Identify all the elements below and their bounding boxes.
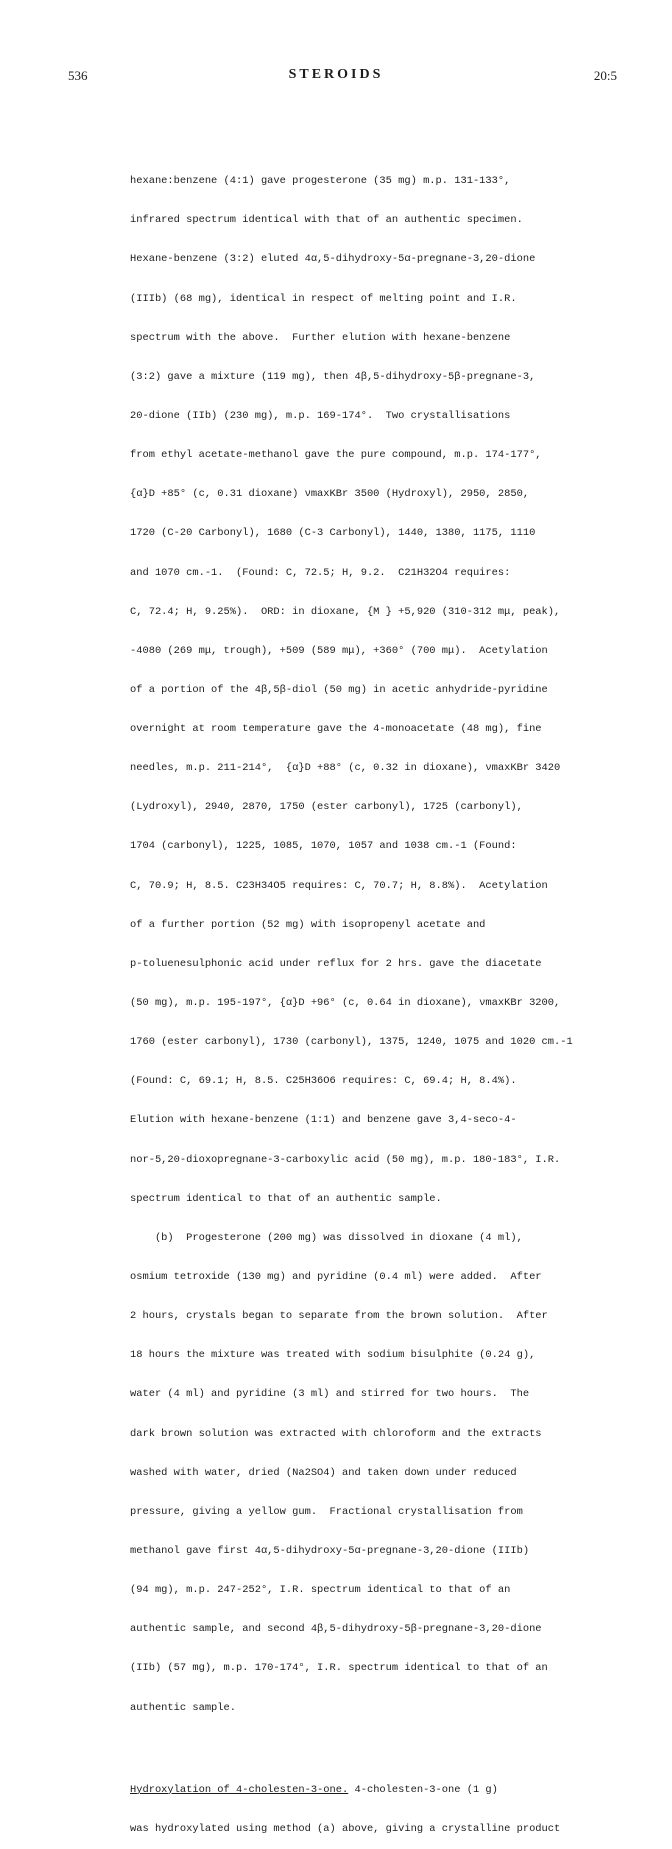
text-line: (Lydroxyl), 2940, 2870, 1750 (ester carbonyl), 1725 (carbonyl), bbox=[130, 801, 523, 814]
text-line: (IIb) (57 mg), m.p. 170-174°, I.R. spectrum identical to that of an bbox=[130, 1662, 548, 1675]
text-line: pressure, giving a yellow gum. Fractional crystallisation from bbox=[130, 1505, 523, 1518]
text-line: of a further portion (52 mg) with isopropenyl acetate and bbox=[130, 918, 486, 931]
text-line: spectrum identical to that of an authentic sample. bbox=[130, 1192, 442, 1205]
text-line: Hexane-benzene (3:2) eluted 4α,5-dihydroxy-5α-pregnane-3,20-dione bbox=[130, 253, 536, 266]
text-line: infrared spectrum identical with that of an authentic specimen. bbox=[130, 214, 523, 227]
text-line: 1704 (carbonyl), 1225, 1085, 1070, 1057 and 1038 cm.-1 (Found: bbox=[130, 840, 517, 853]
text-line: 2 hours, crystals began to separate from the brown solution. After bbox=[130, 1310, 548, 1323]
text-line: dark brown solution was extracted with chloroform and the extracts bbox=[130, 1427, 542, 1440]
text-line: authentic sample, and second 4β,5-dihydroxy-5β-pregnane-3,20-dione bbox=[130, 1623, 542, 1636]
text-line: (Found: C, 69.1; H, 8.5. C25H36O6 requires: C, 69.4; H, 8.4%). bbox=[130, 1075, 517, 1088]
text-line: 20-dione (IIb) (230 mg), m.p. 169-174°. Two crystallisations bbox=[130, 409, 511, 422]
text-line: {α}D +85° (c, 0.31 dioxane) νmaxKBr 3500 (Hydroxyl), 2950, 2850, bbox=[130, 488, 530, 501]
section-heading: Hydroxylation of 4-cholesten-3-one. bbox=[130, 1783, 349, 1796]
page-number: 536 bbox=[68, 68, 88, 83]
text-line: authentic sample. bbox=[130, 1701, 237, 1714]
section-first-line bbox=[130, 1784, 670, 1797]
text-line: overnight at room temperature gave the 4-monoacetate (48 mg), fine bbox=[130, 723, 542, 736]
text-line: Elution with hexane-benzene (1:1) and benzene gave 3,4-seco-4- bbox=[130, 1114, 517, 1127]
text-line: and 1070 cm.-1. (Found: C, 72.5; H, 9.2. C21H32O4 requires: bbox=[130, 566, 511, 579]
text-line: was hydroxylated using method (a) above, giving a crystalline product bbox=[130, 1822, 561, 1835]
body-text bbox=[130, 149, 670, 1849]
text-line: (50 mg), m.p. 195-197°, {α}D +96° (c, 0.64 in dioxane), νmaxKBr 3200, bbox=[130, 997, 561, 1010]
paragraph-gap bbox=[130, 1741, 670, 1758]
text-line: C, 72.4; H, 9.25%). ORD: in dioxane, {M } +5,920 (310-312 mμ, peak), bbox=[130, 605, 561, 618]
text-line: -4080 (269 mμ, trough), +509 (589 mμ), +360° (700 mμ). Acetylation bbox=[130, 644, 548, 657]
journal-title: STEROIDS bbox=[288, 67, 384, 82]
text-line: spectrum with the above. Further elution with hexane-benzene bbox=[130, 331, 511, 344]
text-line: (IIIb) (68 mg), identical in respect of melting point and I.R. bbox=[130, 292, 517, 305]
text-line: from ethyl acetate-methanol gave the pure compound, m.p. 174-177°, bbox=[130, 449, 542, 462]
text-line: 18 hours the mixture was treated with sodium bisulphite (0.24 g), bbox=[130, 1349, 536, 1362]
text-line: (b) Progesterone (200 mg) was dissolved in dioxane (4 ml), bbox=[130, 1231, 523, 1244]
text-line: needles, m.p. 211-214°, {α}D +88° (c, 0.32 in dioxane), νmaxKBr 3420 bbox=[130, 762, 561, 775]
text-line: 1760 (ester carbonyl), 1730 (carbonyl), 1375, 1240, 1075 and 1020 cm.-1 bbox=[130, 1036, 573, 1049]
text-line: C, 70.9; H, 8.5. C23H34O5 requires: C, 70.7; H, 8.8%). Acetylation bbox=[130, 879, 548, 892]
text-line: (3:2) gave a mixture (119 mg), then 4β,5-dihydroxy-5β-pregnane-3, bbox=[130, 370, 536, 383]
section-heading-continuation: 4-cholesten-3-one (1 g) bbox=[348, 1783, 498, 1796]
text-line: nor-5,20-dioxopregnane-3-carboxylic acid (50 mg), m.p. 180-183°, I.R. bbox=[130, 1153, 561, 1166]
text-line: methanol gave first 4α,5-dihydroxy-5α-pregnane-3,20-dione (IIIb) bbox=[130, 1545, 530, 1558]
running-header bbox=[0, 68, 672, 88]
text-line: (94 mg), m.p. 247-252°, I.R. spectrum identical to that of an bbox=[130, 1584, 511, 1597]
text-line: of a portion of the 4β,5β-diol (50 mg) in acetic anhydride-pyridine bbox=[130, 683, 548, 696]
text-line: osmium tetroxide (130 mg) and pyridine (0.4 ml) were added. After bbox=[130, 1271, 542, 1284]
issue-number: 20:5 bbox=[593, 68, 617, 83]
text-line: hexane:benzene (4:1) gave progesterone (35 mg) m.p. 131-133°, bbox=[130, 175, 511, 188]
text-line: washed with water, dried (Na2SO4) and taken down under reduced bbox=[130, 1466, 517, 1479]
text-line: water (4 ml) and pyridine (3 ml) and stirred for two hours. The bbox=[130, 1388, 530, 1401]
text-line: 1720 (C-20 Carbonyl), 1680 (C-3 Carbonyl), 1440, 1380, 1175, 1110 bbox=[130, 527, 536, 540]
text-line: p-toluenesulphonic acid under reflux for 2 hrs. gave the diacetate bbox=[130, 957, 542, 970]
